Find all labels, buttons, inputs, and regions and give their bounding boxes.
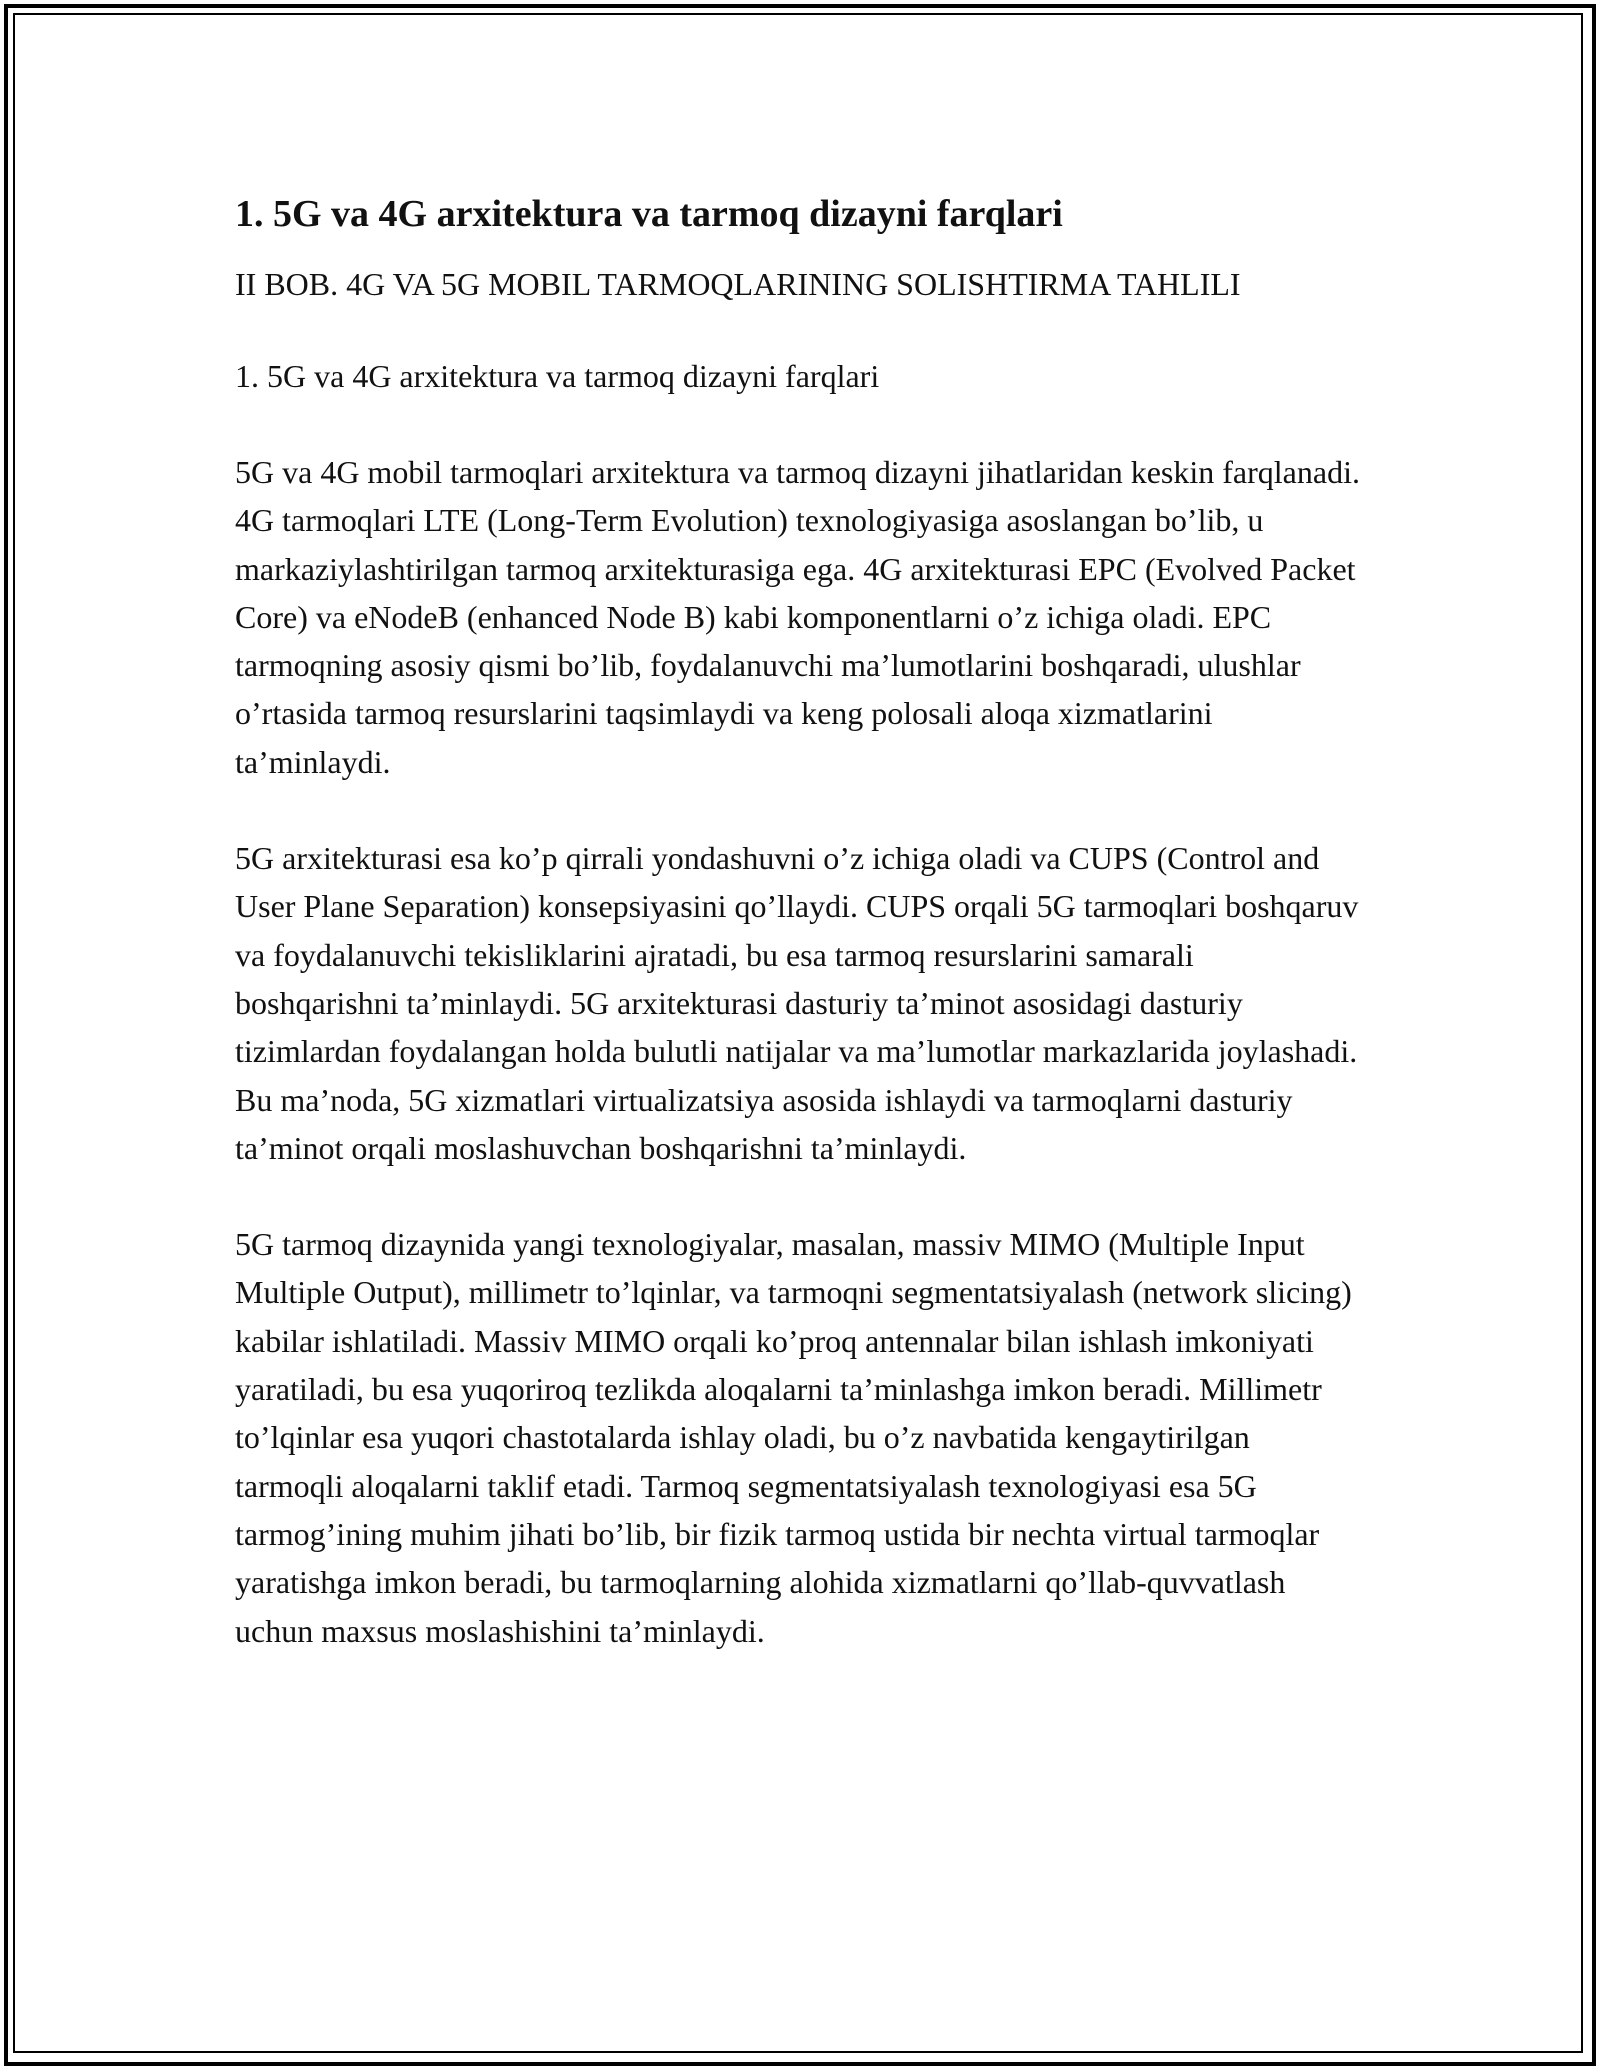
section-title: 1. 5G va 4G arxitektura va tarmoq dizayni farqlari: [235, 358, 880, 394]
document-body: [235, 186, 1365, 1655]
chapter-title: II BOB. 4G VA 5G MOBIL TARMOQLARINING SOLISHTIRMA TAHLILI: [235, 266, 1241, 302]
paragraph: 5G arxitekturasi esa ko’p qirrali yondashuvni o’z ichiga oladi va CUPS (Control and User Plane Separation) konsepsiyasini qo’llaydi. CUPS orqali 5G tarmoqlari boshqaruv va foydalanuvchi tekisliklarini ajratadi, bu esa tarmoq resurslarini samarali boshqarishni ta’minlaydi. 5G arxitekturasi dasturiy ta’minot asosidagi dasturiy tizimlardan foydalangan holda bulutli natijalar va ma’lumotlar markazlarida joylashadi. Bu ma’noda, 5G xizmatlari virtualizatsiya asosida ishlaydi va tarmoqlarni dasturiy ta’minot orqali moslashuvchan boshqarishni ta’minlaydi.: [235, 840, 1359, 1166]
paragraph: 5G tarmoq dizaynida yangi texnologiyalar, masalan, massiv MIMO (Multiple Input Multiple Output), millimetr to’lqinlar, va tarmoqni segmentatsiyalash (network slicing) kabilar ishlatiladi. Massiv MIMO orqali ko’proq antennalar bilan ishlash imkoniyati yaratiladi, bu esa yuqoriroq tezlikda aloqalarni ta’minlashga imkon beradi. Millimetr to’lqinlar esa yuqori chastotalarda ishlay oladi, bu o’z navbatida kengaytirilgan tarmoqli aloqalarni taklif etadi. Tarmoq segmentatsiyalash texnologiyasi esa 5G tarmog’ining muhim jihati bo’lib, bir fizik tarmoq ustida bir nechta virtual tarmoqlar yaratishga imkon beradi, bu tarmoqlarning alohida xizmatlarni qo’llab-quvvatlash uchun maxsus moslashishini ta’minlaydi.: [235, 1226, 1352, 1649]
paragraph: 5G va 4G mobil tarmoqlari arxitektura va tarmoq dizayni jihatlaridan keskin farqlanadi. 4G tarmoqlari LTE (Long-Term Evolution) texnologiyasiga asoslangan bo’lib, u markaziylashtirilgan tarmoq arxitekturasiga ega. 4G arxitekturasi EPC (Evolved Packet Core) va eNodeB (enhanced Node B) kabi komponentlarni o’z ichiga oladi. EPC tarmoqning asosiy qismi bo’lib, foydalanuvchi ma’lumotlarini boshqaradi, ulushlar o’rtasida tarmoq resurslarini taqsimlaydi va keng polosali aloqa xizmatlarini ta’minlaydi.: [235, 454, 1360, 780]
document-heading: 1. 5G va 4G arxitektura va tarmoq dizayni farqlari: [235, 193, 1063, 235]
